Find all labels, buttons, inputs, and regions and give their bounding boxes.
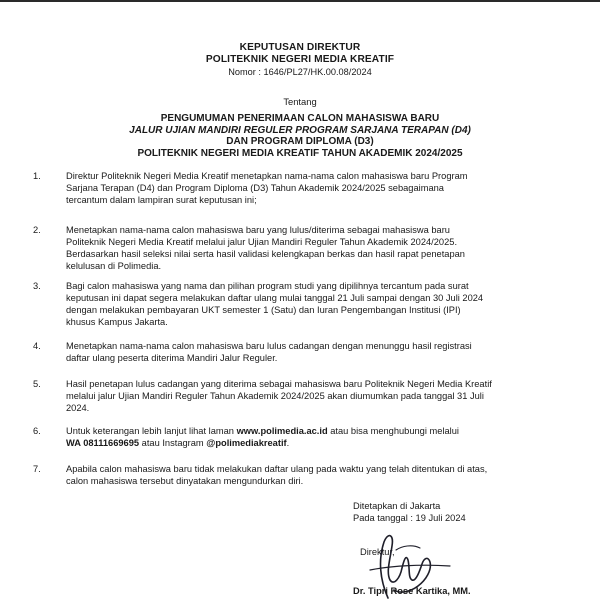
website-link[interactable]: www.polimedia.ac.id — [236, 426, 328, 436]
item-number: 1. — [33, 171, 41, 181]
item-line: Politeknik Negeri Media Kreatif melalui jalur Ujian Mandiri Reguler Tahun Akademik 2024/2025. — [66, 237, 458, 247]
item-line: Apabila calon mahasiswa baru tidak melakukan daftar ulang pada waktu yang telah ditentukan di atas, — [66, 464, 488, 474]
item-line: kelulusan di Polimedia. — [66, 261, 162, 271]
item-line: Berdasarkan hasil seleksi nilai serta hasil validasi kelengkapan berkas dan hasil rapat penetapan — [66, 249, 465, 259]
decree-number: Nomor : 1646/PL27/HK.00.08/2024 — [228, 67, 372, 77]
item-number: 6. — [33, 426, 41, 436]
item-line: Menetapkan nama-nama calon mahasiswa baru yang lulus/diterima sebagai mahasiswa baru — [66, 225, 450, 235]
item-line — [66, 437, 459, 449]
whatsapp-number: WA 08111669695 — [66, 438, 140, 448]
item-number: 3. — [33, 281, 41, 291]
item-number: 4. — [33, 341, 41, 351]
decree-subject — [0, 113, 600, 159]
subject-line-1: PENGUMUMAN PENERIMAAN CALON MAHASISWA BARU — [160, 113, 440, 124]
signature-date: Pada tanggal : 19 Juli 2024 — [353, 513, 466, 523]
subject-line-2: JALUR UJIAN MANDIRI REGULER PROGRAM SARJANA TERAPAN (D4) — [129, 124, 471, 136]
subject-line-3: DAN PROGRAM DIPLOMA (D3) — [226, 136, 374, 148]
contact-text: . — [286, 438, 290, 448]
item-line: 2024. — [66, 403, 90, 413]
list-item — [33, 224, 465, 272]
item-line: tercantum dalam lampiran surat keputusan ini; — [66, 195, 257, 205]
contact-text: atau Instagram — [139, 438, 207, 448]
about-label: Tentang — [283, 96, 317, 107]
item-line: Bagi calon mahasiswa yang nama dan pilihan program studi yang dipilihnya tercantum pada surat — [66, 281, 469, 291]
list-item — [33, 340, 472, 364]
item-line: keputusan ini dapat segera melakukan daftar ulang mulai tanggal 21 Juli sampai dengan 30 Juli 2024 — [66, 293, 484, 303]
instagram-handle: @polimediakreatif — [206, 438, 287, 448]
contact-text: atau bisa menghubungi melalui — [327, 426, 459, 436]
item-line: Menetapkan nama-nama calon mahasiswa baru lulus cadangan dengan menunggu hasil registrasi — [66, 341, 472, 351]
item-line: melalui jalur Ujian Mandiri Reguler Tahun Akademik 2024/2025 akan diumumkan pada tanggal 31 Juli — [66, 391, 484, 401]
item-number: 7. — [33, 464, 41, 474]
top-border-line — [0, 0, 600, 2]
contact-intro: Untuk keterangan lebih lanjut lihat laman — [66, 426, 237, 436]
list-item — [33, 378, 492, 414]
item-number: 5. — [33, 379, 41, 389]
list-item — [33, 170, 468, 206]
signature-place: Ditetapkan di Jakarta — [353, 501, 441, 511]
list-item — [33, 425, 459, 449]
institution-name: POLITEKNIK NEGERI MEDIA KREATIF — [205, 54, 395, 65]
item-line: daftar ulang peserta diterima Mandiri Jalur Reguler. — [66, 353, 278, 363]
item-number: 2. — [33, 225, 41, 235]
list-item — [33, 280, 484, 328]
item-line: Sarjana Terapan (D4) dan Program Diploma (D3) Tahun Akademik 2024/2025 sebagaimana — [66, 183, 444, 193]
decree-title: KEPUTUSAN DIREKTUR — [239, 42, 361, 53]
item-line: calon mahasiswa tersebut dinyatakan mengundurkan diri. — [66, 476, 304, 486]
list-item — [33, 463, 488, 487]
item-line — [66, 425, 459, 437]
item-line: dengan melakukan pembayaran UKT semester 1 (Satu) dan Iuran Pengembangan Institusi (IPI) — [66, 305, 461, 315]
signatory-name: Dr. Tipri Rose Kartika, MM. — [353, 586, 471, 596]
item-line: Direktur Politeknik Negeri Media Kreatif menetapkan nama-nama calon mahasiswa baru Program — [66, 171, 468, 181]
item-line: Hasil penetapan lulus cadangan yang diterima sebagai mahasiswa baru Politeknik Negeri Media Kreatif — [66, 379, 492, 389]
decree-header — [0, 42, 600, 78]
signatory-title: Direktur, — [360, 547, 395, 557]
item-line: khusus Kampus Jakarta. — [66, 317, 168, 327]
subject-line-4: POLITEKNIK NEGERI MEDIA KREATIF TAHUN AKADEMIK 2024/2025 — [137, 147, 463, 159]
